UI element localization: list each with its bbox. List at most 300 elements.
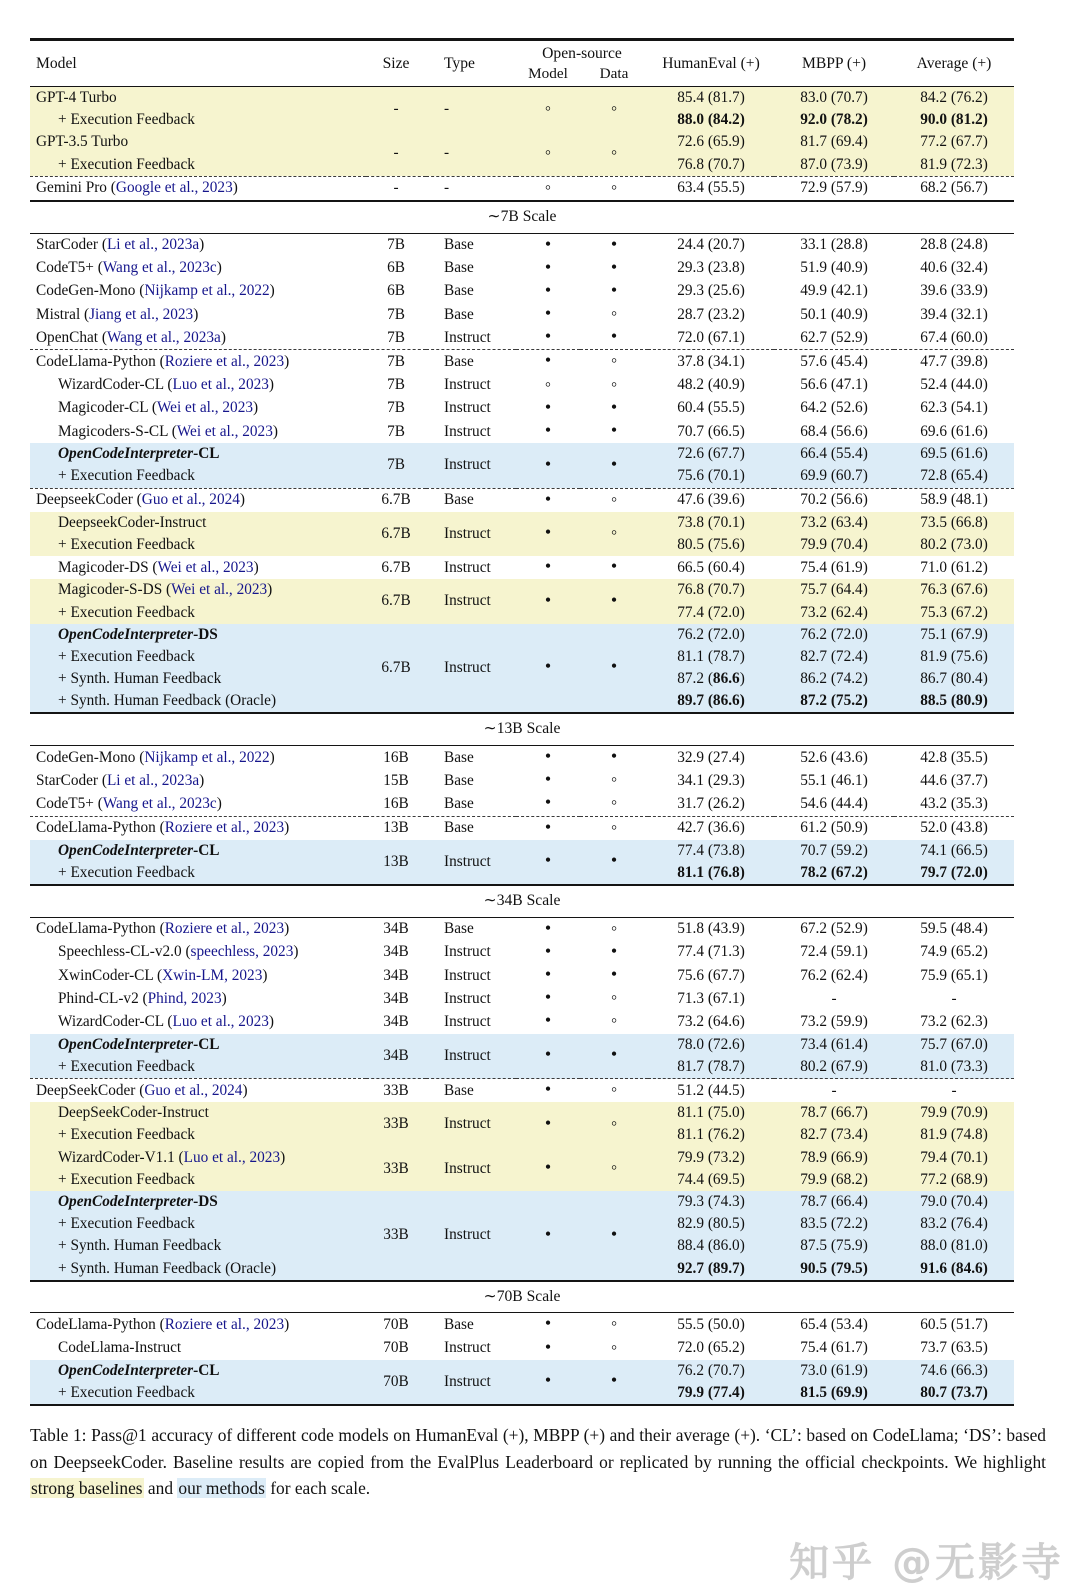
score-cell: 81.9 (74.8) <box>920 1126 988 1144</box>
type-cell: Instruct <box>444 376 491 394</box>
size-cell: 13B <box>366 816 426 840</box>
open-source-data-marker <box>580 176 648 201</box>
citation-link[interactable]: Roziere et al., 2023 <box>164 1315 285 1333</box>
model-cell <box>30 1034 366 1056</box>
score-cell: 81.9 (72.3) <box>920 155 988 173</box>
score-cell: 76.8 (70.7) <box>677 581 745 599</box>
citation-link[interactable]: Luo et al., 2023 <box>172 376 269 394</box>
size-cell: 34B <box>383 1012 409 1030</box>
score-cell: 58.9 (48.1) <box>894 488 1014 512</box>
score-cell: 83.0 (70.7) <box>800 89 868 106</box>
open-source-filled-icon: • <box>544 326 552 347</box>
open-source-data-marker <box>580 746 648 770</box>
open-source-filled-icon: • <box>610 233 618 254</box>
model-cell: + Execution Feedback <box>58 1170 195 1188</box>
score-cell: 72.6 (67.7) <box>677 445 745 463</box>
model-cell: OpenChat (Wang et al., 2023a) <box>36 328 226 346</box>
column-header-model: Model <box>36 54 77 72</box>
open-source-filled-icon: • <box>610 396 618 417</box>
size-cell: 6.7B <box>366 488 426 512</box>
open-source-filled-icon: • <box>610 1044 618 1065</box>
citation-link[interactable]: Wei et al., 2023 <box>157 558 254 576</box>
open-source-data-marker <box>580 1337 648 1360</box>
brand-name: OpenCodeInterpreter <box>58 1192 194 1210</box>
model-cell: + Execution Feedback <box>58 155 195 173</box>
score-cell: 43.2 (35.3) <box>920 794 988 812</box>
open-source-model-marker <box>516 374 580 397</box>
citation-link[interactable]: Phind, 2023 <box>147 989 222 1007</box>
open-source-open-icon: ◦ <box>610 303 618 324</box>
score-cell: 75.6 (67.7) <box>677 966 745 984</box>
model-cell: CodeLlama-Python (Roziere et al., 2023) <box>30 350 366 374</box>
open-source-model-marker <box>516 1147 580 1191</box>
score-cell: 79.3 (74.3) <box>677 1192 745 1210</box>
score-cell: 72.9 (57.9) <box>774 176 894 201</box>
open-source-filled-icon: • <box>610 453 618 474</box>
open-source-model-marker <box>516 556 580 579</box>
score-cell: 73.4 (61.4) <box>800 1035 868 1053</box>
open-source-model-marker <box>516 1034 580 1079</box>
score-cell: 52.4 (44.0) <box>920 376 988 394</box>
size-cell: 15B <box>383 771 409 789</box>
model-cell: Magicoders-S-CL (Wei et al., 2023) <box>58 422 278 440</box>
score-cell: 29.3 (23.8) <box>677 259 745 277</box>
score-cell: 81.7 (78.7) <box>677 1057 745 1075</box>
type-cell: - <box>426 176 516 201</box>
score-cell: 76.2 (70.7) <box>677 1361 745 1379</box>
score-cell: 55.5 (50.0) <box>677 1315 745 1333</box>
table-row <box>30 1034 1014 1056</box>
open-source-model-marker <box>516 326 580 350</box>
model-cell: + Execution Feedback <box>58 603 195 621</box>
citation-link[interactable]: Roziere et al., 2023 <box>164 920 285 938</box>
size-cell: 34B <box>383 920 409 938</box>
score-cell: 89.7 (86.6) <box>677 692 745 710</box>
model-cell: + Execution Feedback <box>58 1383 195 1401</box>
score-cell: 75.4 (61.7) <box>800 1339 868 1356</box>
size-cell: 13B <box>383 852 409 870</box>
citation-link[interactable]: Nijkamp et al., 2022 <box>144 282 270 300</box>
score-cell: 47.7 (39.8) <box>894 350 1014 374</box>
open-source-model-marker <box>516 233 580 257</box>
open-source-data-marker <box>580 1313 648 1337</box>
score-cell: 59.5 (48.4) <box>920 920 988 938</box>
score-cell: 81.0 (73.3) <box>920 1057 988 1075</box>
column-header-mbpp: MBPP (+) <box>801 54 867 72</box>
open-source-filled-icon: • <box>610 850 618 871</box>
open-source-model-marker <box>516 176 580 201</box>
open-source-filled-icon: • <box>544 279 552 300</box>
score-cell: 69.9 (60.7) <box>800 467 868 485</box>
size-cell: 6.7B <box>381 558 411 576</box>
model-cell: + Execution Feedback <box>58 111 195 129</box>
model-cell: Phind-CL-v2 (Phind, 2023) <box>58 989 227 1007</box>
model-cell <box>30 1191 366 1213</box>
column-header-type: Type <box>444 54 475 72</box>
score-cell: 32.9 (27.4) <box>677 748 745 766</box>
citation-link[interactable]: Nijkamp et al., 2022 <box>144 748 270 766</box>
open-source-filled-icon: • <box>544 746 552 767</box>
table-body <box>30 87 1014 1406</box>
score-cell: 79.4 (70.1) <box>920 1148 988 1166</box>
open-source-filled-icon: • <box>544 917 552 938</box>
size-cell: 33B <box>383 1115 409 1133</box>
open-source-open-icon: ◦ <box>610 769 618 790</box>
open-source-filled-icon: • <box>544 256 552 277</box>
open-source-model-marker <box>516 792 580 816</box>
open-source-data-marker <box>580 1079 648 1103</box>
scale-section-heading <box>30 201 1014 233</box>
open-source-data-marker <box>580 1191 648 1281</box>
type-cell: Base <box>444 305 474 323</box>
table-row <box>30 280 1014 303</box>
table-row <box>30 1337 1014 1360</box>
open-source-filled-icon: • <box>610 420 618 441</box>
type-cell: - <box>444 100 450 118</box>
model-cell: GPT-4 Turbo <box>36 89 117 106</box>
table-row <box>30 233 1014 257</box>
open-source-filled-icon: • <box>544 396 552 417</box>
open-source-filled-icon: • <box>610 556 618 577</box>
citation-link[interactable]: Guo et al., 2024 <box>141 491 240 509</box>
open-source-filled-icon: • <box>544 1370 552 1391</box>
open-source-data-marker <box>580 1360 648 1405</box>
open-source-filled-icon: • <box>544 488 552 509</box>
score-cell: 75.6 (70.1) <box>677 467 745 485</box>
size-cell: 70B <box>383 1315 409 1333</box>
model-cell: + Synth. Human Feedback <box>58 1237 222 1255</box>
score-cell: 75.1 (67.9) <box>920 625 988 643</box>
table-row <box>30 488 1014 512</box>
citation-link[interactable]: Roziere et al., 2023 <box>164 352 285 370</box>
open-source-filled-icon: • <box>544 303 552 324</box>
brand-suffix: -CL <box>193 1361 220 1379</box>
citation-link[interactable]: Roziere et al., 2023 <box>164 819 285 837</box>
citation-link[interactable]: Wang et al., 2023c <box>102 259 217 277</box>
column-header-os-data: Data <box>599 65 629 82</box>
open-source-filled-icon: • <box>610 1370 618 1391</box>
model-cell: + Execution Feedback <box>58 1126 195 1144</box>
open-source-data-marker <box>580 987 648 1010</box>
scale-section-title: ∼70B Scale <box>30 1281 1014 1313</box>
open-source-model-marker <box>516 1191 580 1281</box>
citation-link[interactable]: Google et al., 2023 <box>115 179 233 197</box>
citation-link[interactable]: Luo et al., 2023 <box>183 1148 281 1166</box>
open-source-data-marker <box>580 1010 648 1033</box>
model-cell: Gemini Pro (Google et al., 2023) <box>30 176 366 201</box>
score-cell: 54.6 (44.4) <box>800 794 868 812</box>
type-cell: Instruct <box>444 1012 491 1030</box>
score-cell: 83.5 (72.2) <box>800 1215 868 1233</box>
open-source-data-marker <box>580 512 648 556</box>
open-source-filled-icon: • <box>544 420 552 441</box>
open-source-data-marker <box>580 257 648 280</box>
open-source-model-marker <box>516 1102 580 1146</box>
brand-name: OpenCodeInterpreter <box>58 625 194 643</box>
open-source-filled-icon: • <box>544 816 552 837</box>
score-cell: 62.3 (54.1) <box>920 399 988 417</box>
column-header-size: Size <box>382 54 410 72</box>
citation-link[interactable]: speechless, 2023 <box>190 943 294 961</box>
score-cell: 33.1 (28.8) <box>800 236 868 254</box>
type-cell: - <box>444 144 450 162</box>
score-cell: 67.4 (60.0) <box>920 328 988 346</box>
table-row <box>30 556 1014 579</box>
open-source-open-icon: ◦ <box>544 141 552 162</box>
open-source-filled-icon: • <box>610 964 618 985</box>
size-cell: 7B <box>387 236 405 254</box>
type-cell: Base <box>444 1315 474 1333</box>
score-cell: 88.0 (84.2) <box>677 111 745 129</box>
score-cell: 34.1 (29.3) <box>677 771 745 789</box>
citation-link[interactable]: Wang et al., 2023c <box>102 794 217 812</box>
open-source-model-marker <box>516 280 580 303</box>
model-cell <box>30 624 366 646</box>
score-cell: 52.0 (43.8) <box>894 816 1014 840</box>
brand-name: OpenCodeInterpreter <box>58 841 194 859</box>
open-source-data-marker <box>580 397 648 420</box>
score-cell: 82.7 (73.4) <box>800 1126 868 1144</box>
open-source-filled-icon: • <box>544 522 552 543</box>
type-cell: Base <box>426 350 516 374</box>
model-cell: + Execution Feedback <box>58 1215 195 1233</box>
model-cell: + Synth. Human Feedback (Oracle) <box>58 692 277 710</box>
table-row <box>30 1102 1014 1124</box>
open-source-filled-icon: • <box>610 1223 618 1244</box>
model-cell: GPT-3.5 Turbo <box>36 133 129 151</box>
open-source-open-icon: ◦ <box>544 176 552 197</box>
score-cell: 79.9 (70.4) <box>800 535 868 553</box>
score-cell: 82.7 (72.4) <box>800 647 868 665</box>
size-cell: 7B <box>387 376 405 394</box>
size-cell: 6B <box>387 259 405 277</box>
score-cell: 81.1 (76.8) <box>677 863 745 881</box>
model-cell: + Execution Feedback <box>58 535 195 553</box>
score-cell: 72.8 (65.4) <box>920 467 988 485</box>
open-source-filled-icon: • <box>544 1223 552 1244</box>
table-row <box>30 176 1014 201</box>
open-source-filled-icon: • <box>544 656 552 677</box>
score-cell: 80.7 (73.7) <box>920 1383 988 1401</box>
score-cell: 29.3 (25.6) <box>677 282 745 300</box>
citation-link[interactable]: Wei et al., 2023 <box>156 399 253 417</box>
table-row <box>30 1313 1014 1337</box>
open-source-model-marker <box>516 443 580 488</box>
open-source-model-marker <box>516 420 580 443</box>
table-row <box>30 987 1014 1010</box>
citation-link[interactable]: Xwin-LM, 2023 <box>162 966 263 984</box>
score-cell: 77.2 (67.7) <box>920 133 988 151</box>
score-cell: 66.4 (55.4) <box>800 445 868 463</box>
open-source-open-icon: ◦ <box>610 350 618 371</box>
citation-link[interactable]: Jiang et al., 2023 <box>89 305 194 323</box>
table-row <box>30 87 1014 110</box>
score-cell: 79.7 (72.0) <box>920 863 988 881</box>
score-cell: 81.7 (69.4) <box>800 133 868 151</box>
table-row <box>30 624 1014 646</box>
citation-link[interactable]: Wei et al., 2023 <box>171 581 268 599</box>
type-cell: Instruct <box>444 592 491 610</box>
open-source-data-marker <box>580 556 648 579</box>
citation-link[interactable]: Li et al., 2023a <box>106 771 200 789</box>
score-cell: 76.3 (67.6) <box>920 581 988 599</box>
score-cell: 73.8 (70.1) <box>677 513 745 531</box>
open-source-filled-icon: • <box>544 1157 552 1178</box>
open-source-model-marker <box>516 397 580 420</box>
score-cell: 65.4 (53.4) <box>800 1315 868 1333</box>
table-row <box>30 792 1014 816</box>
size-cell: 70B <box>383 1339 409 1356</box>
open-source-data-marker <box>580 579 648 623</box>
open-source-model-marker <box>516 1010 580 1033</box>
score-cell: 90.5 (79.5) <box>800 1259 868 1277</box>
brand-suffix: -DS <box>193 625 218 643</box>
size-cell: 7B <box>387 328 405 346</box>
open-source-open-icon: ◦ <box>610 1079 618 1100</box>
open-source-filled-icon: • <box>544 964 552 985</box>
table-row <box>30 941 1014 964</box>
open-source-filled-icon: • <box>544 940 552 961</box>
score-cell: 85.4 (81.7) <box>677 89 745 106</box>
score-cell: - <box>831 989 837 1007</box>
score-cell: 78.0 (72.6) <box>677 1035 745 1053</box>
open-source-filled-icon: • <box>544 850 552 871</box>
score-cell: 24.4 (20.7) <box>677 236 745 254</box>
table-row <box>30 1147 1014 1169</box>
model-cell: XwinCoder-CL (Xwin-LM, 2023) <box>58 966 268 984</box>
open-source-filled-icon: • <box>544 1044 552 1065</box>
open-source-filled-icon: • <box>544 1079 552 1100</box>
score-cell: 81.1 (75.0) <box>677 1104 745 1122</box>
table-row <box>30 746 1014 770</box>
citation-link[interactable]: Wang et al., 2023a <box>106 328 221 346</box>
size-cell: 34B <box>383 989 409 1007</box>
model-cell: CodeLlama-Python (Roziere et al., 2023) <box>36 1315 290 1333</box>
open-source-filled-icon: • <box>544 233 552 254</box>
score-cell: 73.2 (62.4) <box>800 603 868 621</box>
open-source-filled-icon: • <box>544 350 552 371</box>
column-header-average: Average (+) <box>916 54 992 72</box>
brand-name: OpenCodeInterpreter <box>58 1035 194 1053</box>
open-source-model-marker <box>516 624 580 714</box>
model-cell: Magicoder-CL (Wei et al., 2023) <box>58 399 259 417</box>
score-cell: 31.7 (26.2) <box>677 794 745 812</box>
citation-link[interactable]: Guo et al., 2024 <box>144 1081 243 1099</box>
type-cell: Instruct <box>444 989 491 1007</box>
score-cell: 76.2 (72.0) <box>800 625 868 643</box>
model-cell: + Execution Feedback <box>58 1057 195 1075</box>
score-cell: 73.7 (63.5) <box>920 1339 988 1356</box>
open-source-open-icon: ◦ <box>610 141 618 162</box>
open-source-filled-icon: • <box>544 453 552 474</box>
score-cell: 42.8 (35.5) <box>920 748 988 766</box>
size-cell: 70B <box>383 1372 409 1390</box>
score-cell: 86.2 (74.2) <box>800 670 868 688</box>
score-cell: 72.0 (65.2) <box>677 1339 745 1356</box>
score-cell: 75.9 (65.1) <box>920 966 988 984</box>
score-cell: 69.5 (61.6) <box>920 445 988 463</box>
score-cell: - <box>894 1079 1014 1103</box>
type-cell: Instruct <box>444 1115 491 1133</box>
type-cell: Base <box>444 794 474 812</box>
open-source-data-marker <box>580 792 648 816</box>
type-cell: Instruct <box>444 422 491 440</box>
model-cell <box>30 443 366 465</box>
open-source-data-marker <box>580 443 648 488</box>
scale-section-heading <box>30 1281 1014 1313</box>
open-source-open-icon: ◦ <box>610 488 618 509</box>
citation-link[interactable]: Li et al., 2023a <box>106 236 200 254</box>
model-cell: CodeGen-Mono (Nijkamp et al., 2022) <box>36 282 275 300</box>
open-source-filled-icon: • <box>610 656 618 677</box>
brand-suffix: -CL <box>193 841 220 859</box>
score-cell: 73.2 (63.4) <box>800 513 868 531</box>
open-source-data-marker <box>580 420 648 443</box>
size-cell: 7B <box>387 456 405 474</box>
score-cell: 76.2 (72.0) <box>677 625 745 643</box>
type-cell: Instruct <box>444 1372 491 1390</box>
score-cell: 67.2 (52.9) <box>800 920 868 938</box>
score-cell: 70.7 (66.5) <box>677 422 745 440</box>
score-cell: 72.0 (67.1) <box>677 328 745 346</box>
open-source-open-icon: ◦ <box>610 816 618 837</box>
open-source-data-marker <box>580 816 648 840</box>
open-source-data-marker <box>580 840 648 885</box>
open-source-filled-icon: • <box>544 589 552 610</box>
open-source-open-icon: ◦ <box>610 917 618 938</box>
open-source-model-marker <box>516 512 580 556</box>
score-cell: 63.4 (55.5) <box>648 176 774 201</box>
score-cell: 92.0 (78.2) <box>800 111 868 129</box>
brand-suffix: -DS <box>193 1192 218 1210</box>
score-cell: 75.7 (67.0) <box>920 1035 988 1053</box>
open-source-model-marker <box>516 579 580 623</box>
score-cell: 73.0 (61.9) <box>800 1361 868 1379</box>
score-cell: 72.4 (59.1) <box>800 943 868 961</box>
type-cell: Base <box>444 282 474 300</box>
score-cell: 57.6 (45.4) <box>774 350 894 374</box>
score-cell: 28.8 (24.8) <box>920 236 988 254</box>
citation-link[interactable]: Wei et al., 2023 <box>176 422 273 440</box>
table-row <box>30 964 1014 987</box>
size-cell: - <box>393 100 399 118</box>
score-cell: 78.2 (67.2) <box>800 863 868 881</box>
score-cell: 90.0 (81.2) <box>920 111 988 129</box>
table-row <box>30 840 1014 862</box>
score-cell: 48.2 (40.9) <box>677 376 745 394</box>
size-cell: - <box>393 144 399 162</box>
score-cell: 70.2 (56.6) <box>774 488 894 512</box>
score-cell: 77.2 (68.9) <box>920 1170 988 1188</box>
open-source-open-icon: ◦ <box>610 1336 618 1357</box>
score-cell: 91.6 (84.6) <box>920 1259 988 1277</box>
citation-link[interactable]: Luo et al., 2023 <box>172 1012 269 1030</box>
table-row <box>30 257 1014 280</box>
open-source-model-marker <box>516 840 580 885</box>
open-source-filled-icon: • <box>610 256 618 277</box>
model-cell: Speechless-CL-v2.0 (speechless, 2023) <box>58 943 299 961</box>
score-cell: 77.4 (72.0) <box>677 603 745 621</box>
model-cell <box>30 1360 366 1382</box>
open-source-filled-icon: • <box>544 556 552 577</box>
score-cell: 51.8 (43.9) <box>677 920 745 938</box>
model-cell: DeepseekCoder (Guo et al., 2024) <box>30 488 366 512</box>
caption-highlight-our-methods: our methods <box>178 1477 265 1498</box>
score-cell: 79.9 (68.2) <box>800 1170 868 1188</box>
open-source-filled-icon: • <box>544 792 552 813</box>
score-cell: 73.5 (66.8) <box>920 513 988 531</box>
score-cell: 77.4 (71.3) <box>677 943 745 961</box>
